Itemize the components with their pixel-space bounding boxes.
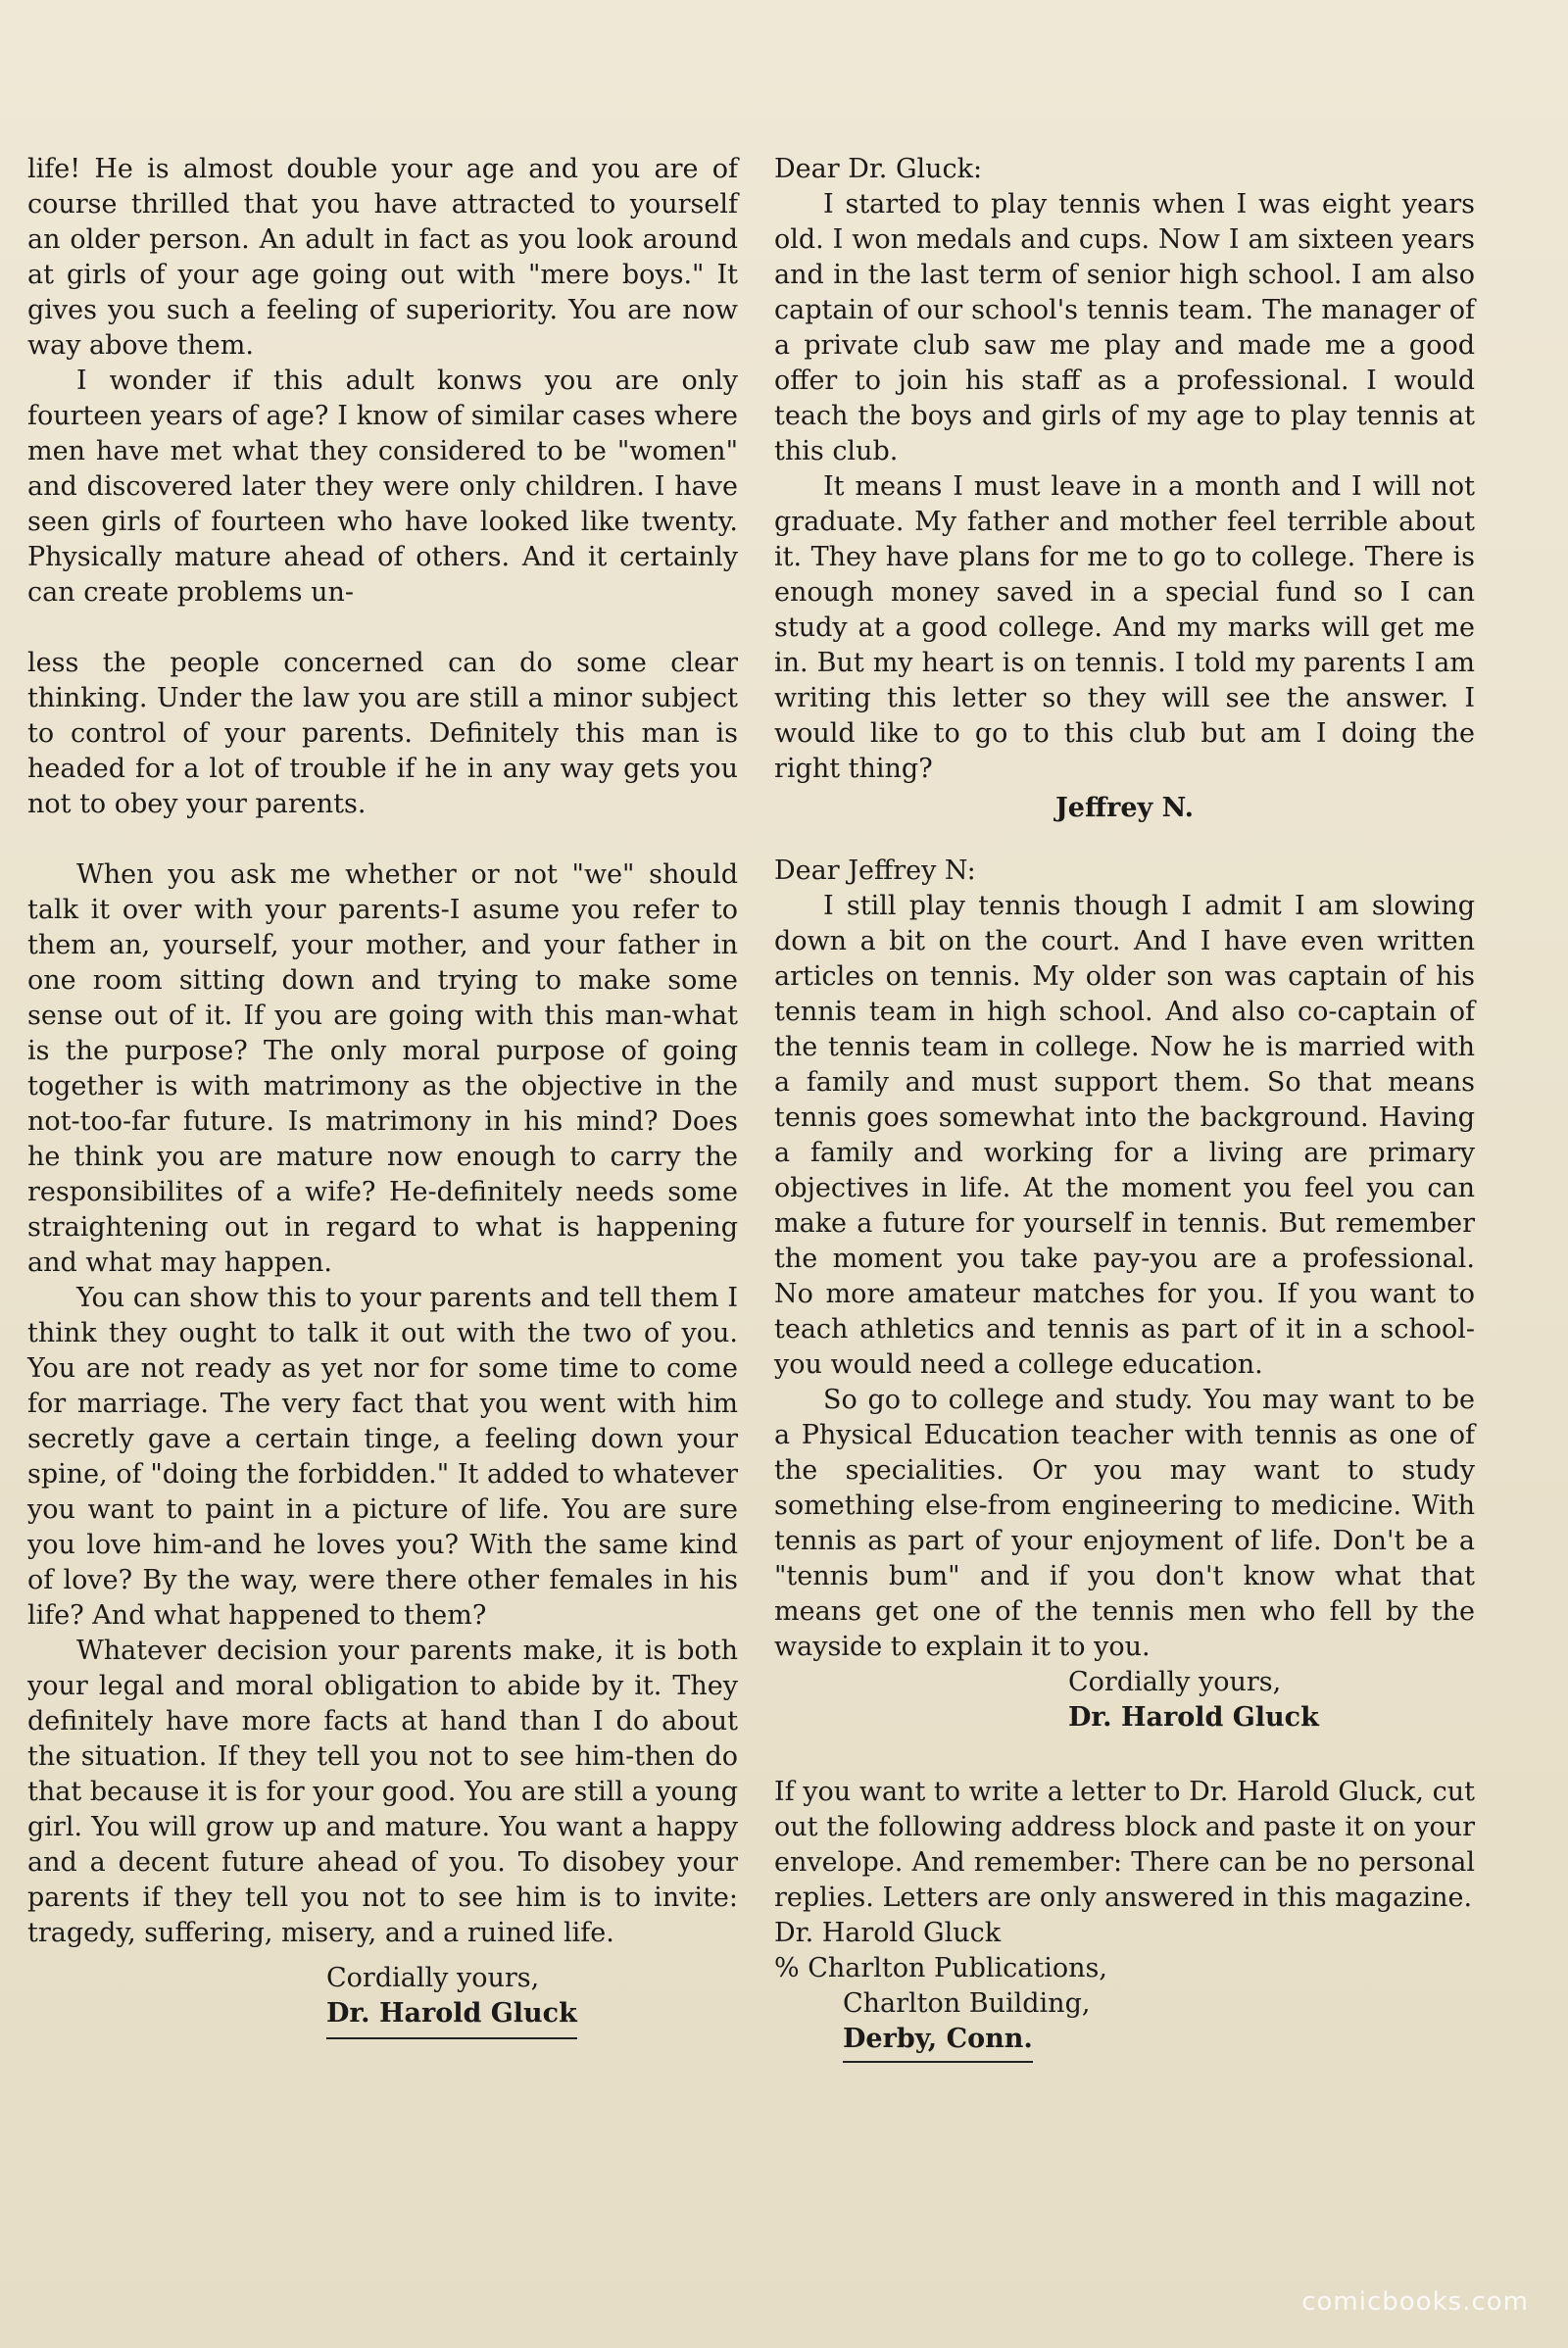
left-paragraph-5: You can show this to your parents and tell them I think they ought to talk it out with the two of you. You are not ready as yet nor for some time to come for marriage. The very fact that you went with him secretly gave a certain tinge, a feeling down your spine, of "doing the forbidden." It added to whatever you want to paint in a picture of life. You are sure you love him-and he loves you? With the same kind of love? By the way, were there other females in his life? And what happened to them?	[27, 1283, 738, 1631]
right-signature: Dr. Harold Gluck	[1068, 1702, 1319, 1733]
left-paragraph-3: less the people concerned can do some clear thinking. Under the law you are still a minor subject to control of your parents. Definitely this man is headed for a lot of trouble if he in any way gets you not to obey your parents.	[27, 648, 738, 819]
address-note: If you want to write a letter to Dr. Harold Gluck, cut out the following address block and paste it on your envelope. And remember: There can be no personal replies. Letters are only answered in this magazine.	[774, 1777, 1475, 1913]
address-line-3: Charlton Building,	[843, 1988, 1091, 2019]
address-city: Derby, Conn.	[843, 2022, 1033, 2063]
left-closing: Cordially yours,	[326, 1963, 540, 1993]
letter-signer: Jeffrey N.	[1055, 793, 1194, 823]
left-paragraph-2: I wonder if this adult konws you are only fourteen years of age? I know of similar cases where men have met what they considered to be "women" and discovered later they were only children. I have seen girls of fourteen who have looked like twenty. Physically mature ahead of others. And it certainly can create problems un-	[27, 366, 738, 608]
left-paragraph-4: When you ask me whether or not "we" should talk it over with your parents-I asume you refer to them an, yourself, your mother, and your father in one room sitting down and trying to make some sense out of it. If you are going with this man-what is the purpose? The only moral purpose of going together is with matrimony as the objective in the not-too-far future. Is matrimony in his mind? Does he think you are mature now enough to carry the responsibilites of a wife? He-definitely needs some straightening out in regard to what is happening and what may happen.	[27, 859, 738, 1278]
left-paragraph-1: life! He is almost double your age and you are of course thrilled that you have attracted to yourself an older person. An adult in fact as you look around at girls of your age going out with "mere boys." It gives you such a feeling of superiority. You are now way above them.	[27, 154, 738, 361]
right-signature-block	[774, 1665, 1475, 1736]
letter-salutation: Dear Dr. Gluck:	[774, 154, 983, 184]
letter-paragraph-1: I started to play tennis when I was eight years old. I won medals and cups. Now I am sixteen years and in the last term of senior high school. I am also captain of our school's tennis team. The manager of a private club saw me play and made me a good offer to join his staff as a professional. I would teach the boys and girls of my age to play tennis at this club.	[774, 189, 1475, 466]
care-of-symbol: %	[774, 1953, 800, 1983]
left-column	[27, 152, 738, 2039]
watermark-text: comicbooks.com	[1301, 2287, 1529, 2317]
address-line-2	[774, 1951, 1475, 1986]
left-paragraph-6: Whatever decision your parents make, it is both your legal and moral obligation to abide by it. They definitely have more facts at hand than I do about the situation. If they tell you not to see him-then do that because it is for your good. You are still a young girl. You will grow up and mature. You want a happy and a decent future ahead of you. To disobey your parents if they tell you not to see him is to invite: tragedy, suffering, misery, and a ruined life.	[27, 1636, 738, 1948]
reply-salutation: Dear Jeffrey N:	[774, 856, 976, 886]
address-publisher: Charlton Publications,	[808, 1953, 1107, 1983]
right-column	[774, 152, 1475, 2063]
reply-paragraph-2: So go to college and study. You may want to be a Physical Education teacher with tennis as one of the specialities. Or you may want to study something else-from engineering to medicine. With tennis as part of your enjoyment of life. Don't be a "tennis bum" and if you don't know what that means get one of the tennis men who fell by the wayside to explain it to you.	[774, 1385, 1475, 1662]
left-signature-block	[27, 1961, 738, 2039]
letter-paragraph-2: It means I must leave in a month and I will not graduate. My father and mother feel terrible about it. They have plans for me to go to college. There is enough money saved in a special fund so I can study at a good college. And my marks will get me in. But my heart is on tennis. I told my parents I am writing this letter so they will see the answer. I would like to go to this club but am I doing the right thing?	[774, 471, 1475, 784]
left-signature: Dr. Harold Gluck	[326, 1996, 577, 2039]
address-block	[774, 1916, 1475, 2063]
reply-paragraph-1: I still play tennis though I admit I am slowing down a bit on the court. And I have even written articles on tennis. My older son was captain of his tennis team in high school. And also co-captain of the tennis team in college. Now he is married with a family and must support them. So that means tennis goes somewhat into the background. Having a family and working for a living are primary objectives in life. At the moment you feel you can make a future for yourself in tennis. But remember the moment you take pay-you are a professional. No more amateur matches for you. If you want to teach athletics and tennis as part of it in a school-you would need a college education.	[774, 891, 1475, 1380]
address-line-4	[774, 2022, 1475, 2063]
address-line-1: Dr. Harold Gluck	[774, 1918, 1002, 1948]
right-closing: Cordially yours,	[1068, 1667, 1282, 1697]
